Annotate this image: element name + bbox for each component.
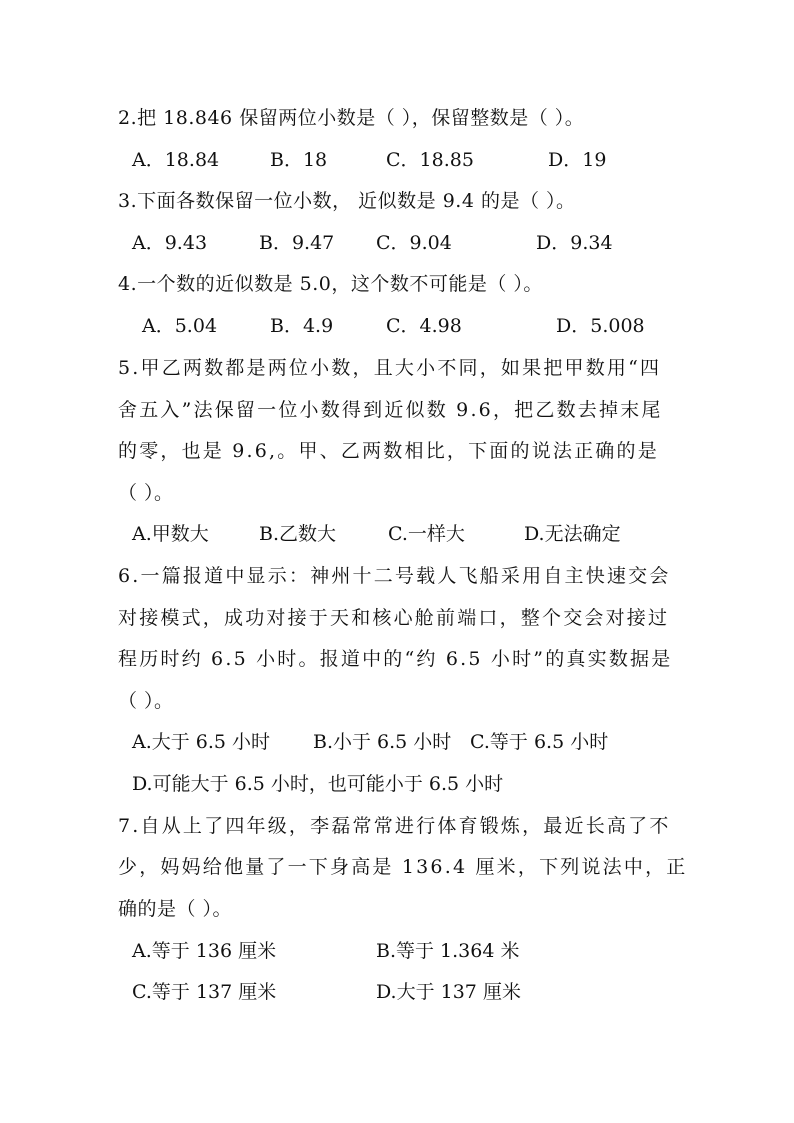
question-4-option-d: D．5.008 bbox=[556, 315, 645, 337]
question-7-line-2: 少，妈妈给他量了一下身高是 136.4 厘米，下列说法中，正 bbox=[118, 856, 688, 878]
question-6-option-d: D.可能大于 6.5 小时，也可能小于 6.5 小时 bbox=[132, 773, 504, 795]
question-5-line-1: 5.甲乙两数都是两位小数，且大小不同，如果把甲数用“四 bbox=[118, 357, 662, 379]
question-5-option-b: B.乙数大 bbox=[259, 523, 337, 545]
question-4-option-b: B．4.9 bbox=[270, 315, 334, 337]
question-2-line-1: 2.把 18.846 保留两位小数是（ ），保留整数是（ ）。 bbox=[118, 107, 585, 129]
question-7-option-d: D.大于 137 厘米 bbox=[376, 981, 521, 1003]
question-6-line-1: 6.一篇报道中显示：神州十二号载人飞船采用自主快速交会 bbox=[118, 565, 671, 587]
question-5-option-a: A.甲数大 bbox=[132, 523, 209, 545]
question-4-option-c: C．4.98 bbox=[386, 315, 462, 337]
question-6-option-a: A.大于 6.5 小时 bbox=[132, 731, 271, 753]
question-7-line-3: 确的是（ ）。 bbox=[118, 898, 233, 920]
question-7-option-b: B.等于 1.364 米 bbox=[376, 940, 520, 962]
question-6-line-2: 对接模式，成功对接于天和核心舱前端口，整个交会对接过 bbox=[118, 607, 670, 629]
question-6-line-4: （ ）。 bbox=[118, 690, 174, 712]
question-2-option-b: B．18 bbox=[270, 149, 328, 171]
question-3-option-d: D．9.34 bbox=[536, 232, 613, 254]
question-5-line-4: （ ）。 bbox=[118, 482, 174, 504]
question-5-option-c: C.一样大 bbox=[388, 523, 465, 545]
question-2-option-d: D．19 bbox=[548, 149, 607, 171]
question-3-line-1: 3.下面各数保留一位小数， 近似数是 9.4 的是（ ）。 bbox=[118, 190, 576, 212]
question-6-option-b: B.小于 6.5 小时 bbox=[313, 731, 452, 753]
question-7-line-1: 7.自从上了四年级，李磊常常进行体育锻炼，最近长高了不 bbox=[118, 815, 671, 837]
question-4-line-1: 4.一个数的近似数是 5.0，这个数不可能是（ ）。 bbox=[118, 273, 543, 295]
question-2-option-a: A．18.84 bbox=[132, 149, 220, 171]
question-3-option-a: A．9.43 bbox=[132, 232, 208, 254]
question-7-option-c: C.等于 137 厘米 bbox=[132, 981, 277, 1003]
question-2-option-c: C．18.85 bbox=[386, 149, 474, 171]
question-3-option-b: B．9.47 bbox=[259, 232, 335, 254]
question-5-option-d: D.无法确定 bbox=[524, 523, 621, 545]
question-3-option-c: C．9.04 bbox=[376, 232, 452, 254]
question-6-line-3: 程历时约 6.5 小时。报道中的“约 6.5 小时”的真实数据是 bbox=[118, 648, 673, 670]
question-6-option-c: C.等于 6.5 小时 bbox=[470, 731, 609, 753]
question-5-line-2: 舍五入”法保留一位小数得到近似数 9.6，把乙数去掉末尾 bbox=[118, 399, 663, 421]
question-4-option-a: A．5.04 bbox=[142, 315, 218, 337]
question-7-option-a: A.等于 136 厘米 bbox=[132, 940, 277, 962]
question-5-line-3: 的零，也是 9.6,。甲、乙两数相比，下面的说法正确的是 bbox=[118, 440, 659, 462]
